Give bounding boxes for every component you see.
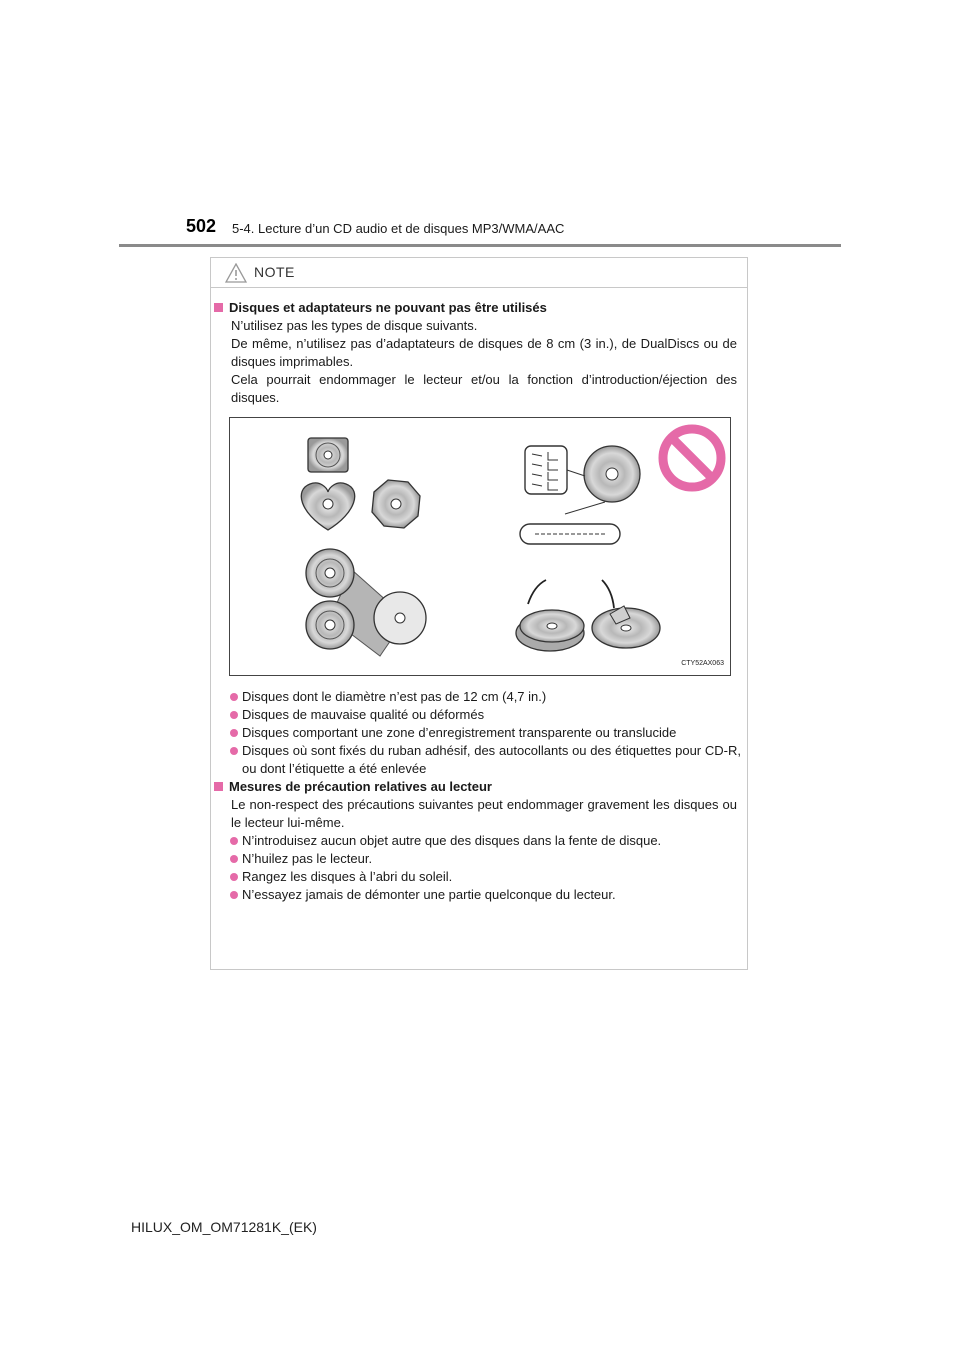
note-box	[210, 257, 748, 970]
list-item-text: N’essayez jamais de démonter une partie quelconque du lecteur.	[242, 887, 616, 902]
paragraph: N’utilisez pas les types de disque suivants.	[231, 318, 478, 333]
square-disc-icon	[308, 438, 348, 472]
unusable-discs-illustration	[229, 417, 731, 676]
prohibition-icon	[663, 429, 721, 487]
taped-disc-icon	[592, 580, 660, 648]
note-label: NOTE	[254, 264, 295, 280]
disc-illustration-svg	[230, 418, 730, 675]
list-item-text: N’introduisez aucun objet autre que des disques dans la fente de disque.	[242, 833, 662, 848]
figure-code: CTY52AX063	[681, 660, 724, 667]
list-item-text: Disques où sont fixés du ruban adhésif, des autocollants ou des étiquettes pour CD-R, ou dont l’étiquette a été enlevée	[242, 743, 741, 776]
translucent-disc-icon	[520, 446, 640, 544]
list-item-text: Disques dont le diamètre n’est pas de 12 cm (4,7 in.)	[242, 689, 547, 704]
list-item	[211, 688, 747, 706]
octagonal-disc-icon	[372, 480, 420, 528]
list-item	[211, 832, 747, 850]
list-item-text: Disques de mauvaise qualité ou déformés	[242, 707, 485, 722]
list-item-text: N’huilez pas le lecteur.	[242, 851, 373, 866]
list-item	[211, 886, 747, 904]
list-item-text: Rangez les disques à l’abri du soleil.	[242, 869, 453, 884]
circle-bullet-icon	[230, 855, 238, 863]
warped-disc-icon	[516, 580, 584, 651]
circle-bullet-icon	[230, 747, 238, 755]
paragraph: Le non-respect des précautions suivantes peut endommager gravement les disques ou le lecteur lui-même.	[231, 797, 737, 830]
square-bullet-icon	[214, 782, 223, 791]
circle-bullet-icon	[230, 873, 238, 881]
section-heading-text: Disques et adaptateurs ne pouvant pas être utilisés	[229, 300, 547, 315]
note-content	[211, 299, 747, 904]
document-code: HILUX_OM_OM71281K_(EK)	[131, 1219, 317, 1235]
circle-bullet-icon	[230, 693, 238, 701]
list-item	[211, 742, 747, 778]
paragraph: Cela pourrait endommager le lecteur et/ou la fonction d’introduction/éjection des disques.	[231, 372, 737, 405]
section-heading-player-precautions	[211, 778, 747, 796]
page-number: 502	[186, 216, 217, 236]
adapter-disc-icon	[306, 549, 426, 656]
section-heading-unusable-discs	[211, 299, 747, 317]
list-item	[211, 850, 747, 868]
header-rule	[119, 244, 841, 247]
warning-triangle-icon	[225, 263, 247, 283]
square-bullet-icon	[214, 303, 223, 312]
list-item	[211, 706, 747, 724]
circle-bullet-icon	[230, 729, 238, 737]
list-item	[211, 868, 747, 886]
list-item	[211, 724, 747, 742]
section-heading-text: Mesures de précaution relatives au lecteur	[229, 779, 492, 794]
circle-bullet-icon	[230, 711, 238, 719]
circle-bullet-icon	[230, 837, 238, 845]
section-title: 5-4. Lecture d’un CD audio et de disques MP3/WMA/AAC	[232, 221, 565, 236]
list-item-text: Disques comportant une zone d’enregistrement transparente ou translucide	[242, 725, 677, 740]
note-header	[211, 258, 747, 288]
circle-bullet-icon	[230, 891, 238, 899]
paragraph: De même, n’utilisez pas d’adaptateurs de disques de 8 cm (3 in.), de DualDiscs ou de disques imprimables.	[231, 336, 737, 369]
heart-shaped-disc-icon	[301, 483, 354, 530]
